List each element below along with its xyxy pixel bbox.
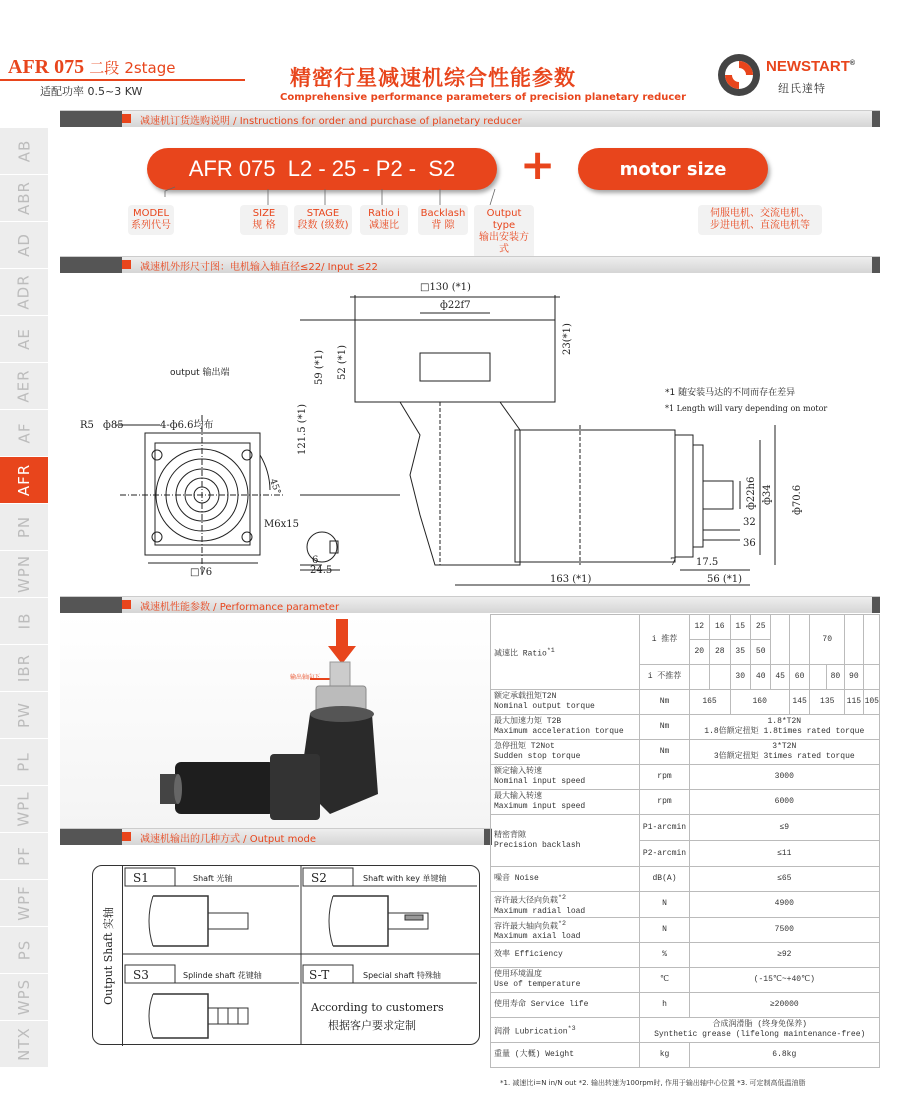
section-perf-bar: [60, 596, 880, 613]
arrow-note: 输出轴向下: [290, 674, 321, 681]
dim-76: □76: [190, 567, 213, 578]
table-row: 重量 (大概) Weight kg 6.8kg: [491, 1043, 880, 1068]
ratio-cell: 60: [789, 665, 809, 690]
series-tabs: [0, 128, 48, 1068]
label-ratio: Ratio i 减速比: [360, 205, 408, 235]
ratio-cell: 90: [845, 665, 863, 690]
note-en: *1 Length will vary depending on motor: [665, 404, 828, 413]
footnote: *1. 减速比i=N in/N out *2. 输出转速为100rpm时, 作用于输出轴中心位置 *3. 可定制高低温油脂: [500, 1079, 806, 1087]
dim-45: 45°: [267, 477, 283, 497]
performance-table: [490, 614, 880, 1068]
logo-emblem-icon: [716, 52, 762, 98]
custom-en: According to customers: [311, 1001, 444, 1014]
tab-label: WPL: [14, 791, 33, 827]
ratio-cell: 35: [730, 640, 750, 665]
tab-label: IBR: [14, 653, 33, 683]
tab-ae[interactable]: [0, 316, 48, 363]
section-output-bar: [60, 828, 492, 845]
label-model: MODEL 系列代号: [128, 205, 174, 235]
dim-m6: M6x15: [264, 519, 299, 530]
ratio-header: 减速比 Ratio$^{*1}$: [491, 615, 640, 690]
table-row: 精密背隙 Precision backlash P1-arcmin ≤9: [491, 815, 880, 841]
dim-59: 59 (*1): [314, 349, 325, 385]
table-row: 最大加速力矩 T2B Maximum acceleration torque Nm 1.8*T2N 1.8倍额定扭矩 1.8times rated torque: [491, 715, 880, 740]
mode-st-label: Special shaft 特殊轴: [363, 971, 441, 980]
table-row: 润滑 Lubrication$^{*3}$ 合成润滑脂 (终身免保养) Synthetic grease (lifelong maintenance-free): [491, 1018, 880, 1043]
brand-logo: [716, 52, 866, 102]
dimension-drawing: [60, 275, 880, 595]
table-row: 噪音 Noise dB(A) ≤65: [491, 867, 880, 892]
dim-7: 7: [670, 557, 677, 568]
tab-label: WPF: [14, 885, 33, 921]
label-stage: STAGE 段数 (级数): [294, 205, 352, 235]
section-perf-title: 减速机性能参数 / Performance parameter: [140, 602, 340, 613]
model-heading: [8, 56, 248, 79]
tab-label: ABR: [14, 181, 33, 215]
output-end-label: output 输出端: [170, 368, 230, 378]
output-shaft-label: Output Shaft 实轴: [101, 907, 115, 1005]
section-order-bar: [60, 110, 880, 127]
tab-label: PS: [14, 939, 33, 961]
tab-label: PW: [14, 702, 33, 728]
tab-ab[interactable]: [0, 128, 48, 175]
dim-56: 56 (*1): [707, 574, 743, 585]
mode-s2-label: Shaft with key 单键轴: [363, 874, 447, 883]
ratio-cell: [810, 665, 826, 690]
ratio-cell: 15: [730, 615, 750, 640]
motor-size-label: motor size: [619, 158, 727, 180]
mode-s3: S3: [133, 968, 149, 982]
dim-163: 163 (*1): [550, 574, 592, 585]
label-size: SIZE 规 格: [240, 205, 288, 235]
stage-cn: 二段: [89, 59, 120, 77]
brand-registered: ®: [849, 60, 856, 67]
nonrec-label: i 不推荐: [640, 665, 689, 690]
tab-ntx[interactable]: [0, 1021, 48, 1068]
tab-af[interactable]: [0, 410, 48, 457]
output-shaft-drawings: [123, 866, 479, 1044]
ratio-cell: 70: [810, 615, 845, 665]
dim-23: 23(*1): [562, 323, 573, 355]
tab-wpl[interactable]: [0, 786, 48, 833]
tab-ad[interactable]: [0, 222, 48, 269]
dim-245: 24.5: [310, 565, 333, 576]
tab-wpn[interactable]: [0, 551, 48, 598]
tab-pw[interactable]: [0, 692, 48, 739]
order-code: AFR 075 L2 - 25 - P2 - S2: [188, 156, 456, 181]
dim-706: ф70.6: [792, 484, 803, 515]
dim-holes: 4-ф6.6均布: [160, 420, 214, 431]
dim-175: 17.5: [696, 557, 719, 568]
tab-pn[interactable]: [0, 504, 48, 551]
brand-name-cn: 纽氏達特: [778, 82, 826, 95]
section-dims-title: 减速机外形尺寸图：电机输入轴直径≤22/ Input ≤22: [140, 262, 378, 273]
tab-pl[interactable]: [0, 739, 48, 786]
table-row: 额定输入转速 Nominal input speed rpm 3000: [491, 765, 880, 790]
table-row: 容许最大径向负载$^{*2}$ Maximum radial load N 4900: [491, 892, 880, 918]
dim-34: ф34: [762, 484, 773, 505]
tab-ps[interactable]: [0, 927, 48, 974]
tab-afr[interactable]: [0, 457, 48, 504]
tab-label: IB: [15, 612, 33, 630]
dim-130: □130 (*1): [420, 282, 471, 293]
rec-label: i 推荐: [640, 615, 689, 665]
dim-d85: ф85: [103, 420, 124, 431]
ratio-cell: 40: [750, 665, 770, 690]
power-range: 适配功率 0.5~3 KW: [40, 85, 143, 98]
dim-22h6: ф22h6: [746, 476, 757, 510]
motor-types-note: 伺服电机、交流电机、 步进电机、直流电机等: [698, 205, 822, 235]
ratio-cell: 30: [730, 665, 750, 690]
brand-name: NEWSTART: [766, 58, 850, 75]
section-order-title: 减速机订货选购说明 / Instructions for order and purchase of planetary reducer: [140, 116, 522, 127]
tab-wpf[interactable]: [0, 880, 48, 927]
order-code-pill: [147, 148, 497, 190]
tab-label: AB: [15, 139, 33, 163]
label-backlash: Backlash 背 隙: [418, 205, 468, 235]
dim-52: 52 (*1): [337, 344, 348, 380]
table-row: 额定承载扭矩T2N Nominal output torque Nm 165 160 145 135 115 105: [491, 690, 880, 715]
mode-s3-label: Splinde shaft 花键轴: [183, 971, 262, 980]
table-row: 使用寿命 Service life h ≥20000: [491, 993, 880, 1018]
tab-label: PL: [15, 752, 33, 772]
tab-abr[interactable]: [0, 175, 48, 222]
tab-adr[interactable]: [0, 269, 48, 316]
dim-r5: R5: [80, 420, 94, 431]
performance-table-wrap: [490, 614, 880, 1068]
ratio-cell: 80: [826, 665, 844, 690]
mode-st: S-T: [309, 968, 330, 982]
ratio-cell: 12: [689, 615, 709, 640]
tab-label: WPN: [14, 554, 33, 594]
mode-s1-label: Shaft 光轴: [193, 874, 233, 883]
tab-label: ADR: [14, 274, 33, 310]
mode-s1: S1: [133, 871, 149, 885]
dim-32: 32: [743, 517, 756, 528]
tab-label: AD: [15, 233, 33, 257]
table-row: 急停扭矩 T2Not Sudden stop torque Nm 3*T2N 3倍额定扭矩 3times rated torque: [491, 740, 880, 765]
custom-cn: 根据客户要求定制: [328, 1019, 416, 1032]
tab-wps[interactable]: [0, 974, 48, 1021]
ratio-cell: 25: [750, 615, 770, 640]
motor-size-pill: [578, 148, 768, 190]
ratio-cell: 20: [689, 640, 709, 665]
note-cn: *1 随安装马达的不同而存在差异: [665, 388, 796, 398]
tab-label: AE: [15, 328, 33, 350]
gearbox-photo-icon: [60, 614, 490, 830]
tab-pf[interactable]: [0, 833, 48, 880]
stage-en: 2stage: [124, 59, 176, 77]
output-modes-panel: [92, 865, 480, 1045]
dim-6: 6: [312, 555, 319, 566]
dim-22f7: ф22f7: [440, 300, 471, 311]
product-photo: [60, 614, 490, 830]
tab-label: PN: [15, 515, 33, 539]
dim-36: 36: [743, 538, 756, 549]
tab-aer[interactable]: [0, 363, 48, 410]
model-name: AFR 075: [8, 56, 85, 78]
tab-ib[interactable]: [0, 598, 48, 645]
section-output-title: 减速机输出的几种方式 / Output mode: [140, 834, 317, 845]
page-title: 精密行星减速机综合性能参数: [290, 66, 576, 90]
section-dims-bar: [60, 256, 880, 273]
table-row: 最大输入转速 Maximum input speed rpm 6000: [491, 790, 880, 815]
tab-label: WPS: [15, 978, 33, 1016]
tab-ibr[interactable]: [0, 645, 48, 692]
ratio-cell: 45: [771, 665, 789, 690]
page-subtitle: Comprehensive performance parameters of precision planetary reducer: [280, 92, 687, 103]
tab-label: NTX: [14, 1027, 33, 1061]
ratio-cell: 50: [750, 640, 770, 665]
ratio-cell: 28: [710, 640, 730, 665]
tab-label: AFR: [15, 463, 33, 497]
header-rule: [0, 79, 245, 81]
ratio-cell: 16: [710, 615, 730, 640]
table-row: P2-arcmin ≤11: [491, 841, 880, 867]
side-view: [300, 295, 775, 585]
tab-label: PF: [15, 846, 33, 866]
table-row: 容许最大轴向负载$^{*2}$ Maximum axial load N 7500: [491, 917, 880, 943]
table-row: 使用环境温度 Use of temperature ℃ (-15℃~+40℃): [491, 968, 880, 993]
label-output-type: Output type 输出安装方式: [474, 205, 534, 259]
tab-label: AER: [14, 369, 33, 403]
table-row: 效率 Efficiency % ≥92: [491, 943, 880, 968]
dim-121: 121.5 (*1): [297, 404, 308, 455]
tab-label: AF: [14, 422, 33, 444]
mode-s2: S2: [311, 871, 327, 885]
plus-sign: +: [520, 140, 556, 189]
